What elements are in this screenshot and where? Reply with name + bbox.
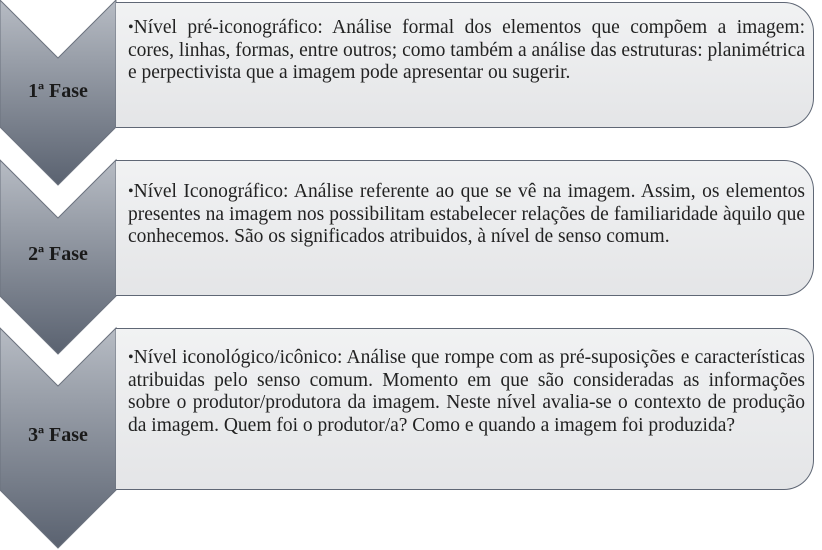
phase-3-description	[128, 343, 805, 437]
bullet: •	[128, 183, 134, 200]
phase-1-box	[116, 2, 814, 128]
phase-3-label: 3ª Fase	[28, 424, 88, 446]
phase-3-text: Nível iconológico/icônico: Análise que rompe com as pré-suposições e características atribuidas pelo senso comum. Momento em que são consideradas as informações sobre o produtor/produtora da imagem. Neste nível avalia-se o contexto de produção da imagem. Quem foi o produtor/a? Como e quando a imagem foi produzida?	[128, 347, 805, 436]
phase-2-box	[116, 160, 814, 296]
phase-3-box	[116, 328, 814, 490]
bullet: •	[128, 19, 134, 36]
phase-1-description	[128, 17, 805, 85]
bullet: •	[128, 349, 134, 366]
phase-1-label: 1ª Fase	[28, 80, 88, 102]
phase-2-description	[128, 175, 805, 249]
phase-2-label: 2ª Fase	[28, 243, 88, 265]
phase-1-text: Nível pré-iconográfico: Análise formal dos elementos que compõem a imagem: cores, linhas, formas, entre outros; como também a análise das estruturas: planimétrica e perpectivista que a imagem pode apresentar ou sugerir.	[128, 17, 805, 83]
phase-2-text: Nível Iconográfico: Análise referente ao que se vê na imagem. Assim, os elementos presentes na imagem nos possibilitam estabelecer relações de familiaridade àquilo que conhecemos. São os significados atribuidos, à nível de senso comum.	[128, 181, 805, 247]
